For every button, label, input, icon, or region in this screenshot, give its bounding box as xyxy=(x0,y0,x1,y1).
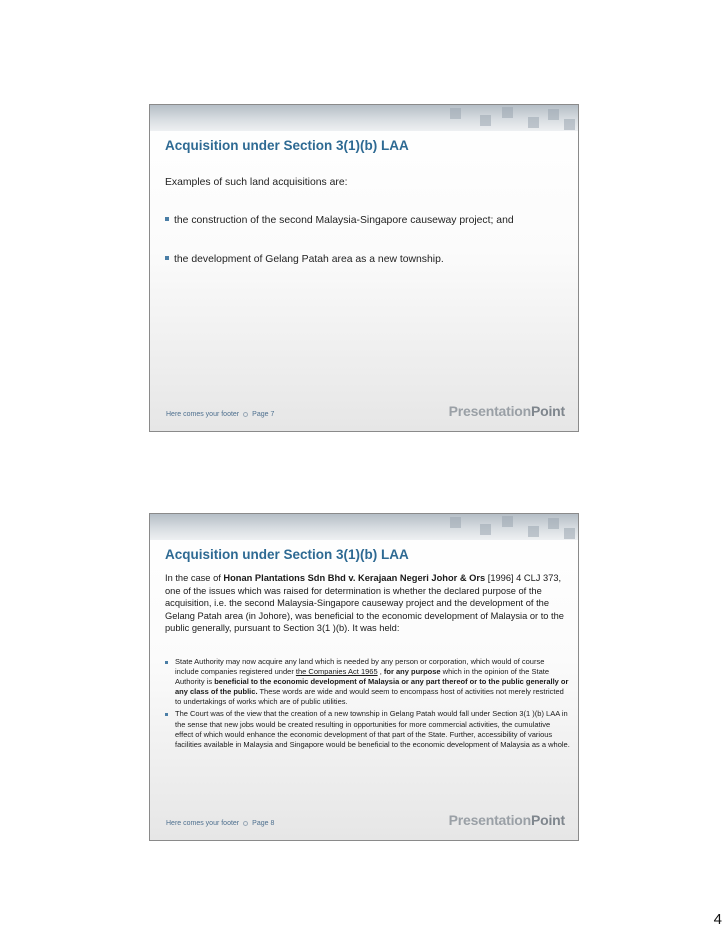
bullet-text: the construction of the second Malaysia-Singapore causeway project; and xyxy=(174,215,514,226)
page-label: Page 7 xyxy=(252,411,275,418)
bullet-icon xyxy=(165,661,168,664)
bullet-item xyxy=(165,254,444,265)
companies-act-link[interactable]: the Companies Act 1965 xyxy=(295,667,378,677)
footer-text: Here comes your footer xyxy=(166,411,240,418)
case-name: Honan Plantations Sdn Bhd v. Kerajaan Negeri Johor & Ors xyxy=(223,573,486,583)
slide-footer xyxy=(166,411,274,418)
bullet-icon xyxy=(165,256,169,260)
page-label: Page 8 xyxy=(252,820,275,827)
bullet-item xyxy=(165,215,514,226)
slide-header-decoration xyxy=(150,514,578,540)
page-number: 4 xyxy=(713,911,722,928)
brand-logo: PresentationPoint xyxy=(448,403,565,419)
slide-page-7 xyxy=(149,104,579,432)
list-item: The Court was of the view that the creation of a new township in Gelang Patah would fall under Section 3(1 )(b) LAA in the sense that new jobs would be created resulting in opportunities for more commercial activities, the cumulative effect of which would enhance the economic development of that part of the State. Further, accessibility of various facilities available in Malaysia and Singapore would be beneficial to the economic development of Malaysia as a whole. xyxy=(165,709,570,749)
bullet-text: the development of Gelang Patah area as a new township. xyxy=(174,254,444,265)
slide-title: Acquisition under Section 3(1)(b) LAA xyxy=(165,138,409,153)
list-item: State Authority may now acquire any land which is needed by any person or corporation, which would of course include companies registered under the Companies Act 1965 , for any purpose which in the opinion of the State Authority is beneficial to the economic development of Malaysia or any part thereof or to the public generally or any class of the public. These words are wide and would seem to encompass host of activities not merely restricted to undertakings of works which are of public utilities. xyxy=(165,657,570,707)
slide-footer xyxy=(166,820,274,827)
holding-list xyxy=(165,657,570,750)
footer-text: Here comes your footer xyxy=(166,820,240,827)
separator-icon xyxy=(243,412,248,417)
separator-icon xyxy=(243,821,248,826)
bullet-icon xyxy=(165,217,169,221)
slide-intro-text: Examples of such land acquisitions are: xyxy=(165,177,348,188)
slide-page-8 xyxy=(149,513,579,841)
brand-logo: PresentationPoint xyxy=(448,812,565,828)
case-paragraph: In the case of Honan Plantations Sdn Bhd v. Kerajaan Negeri Johor & Ors [1996] 4 CLJ 373, one of the issues which was raised for determination is whether the declared purpose of the acquisition, i.e. the second Malaysia-Singapore causeway project and the development of the Gelang Patah area (in Johore), was beneficial to the economic development of Malaysia or to the public generally, pursuant to Section 3(1 )(b). It was held: xyxy=(165,573,564,634)
slide-title: Acquisition under Section 3(1)(b) LAA xyxy=(165,547,409,562)
slide-header-decoration xyxy=(150,105,578,131)
bullet-icon xyxy=(165,713,168,716)
